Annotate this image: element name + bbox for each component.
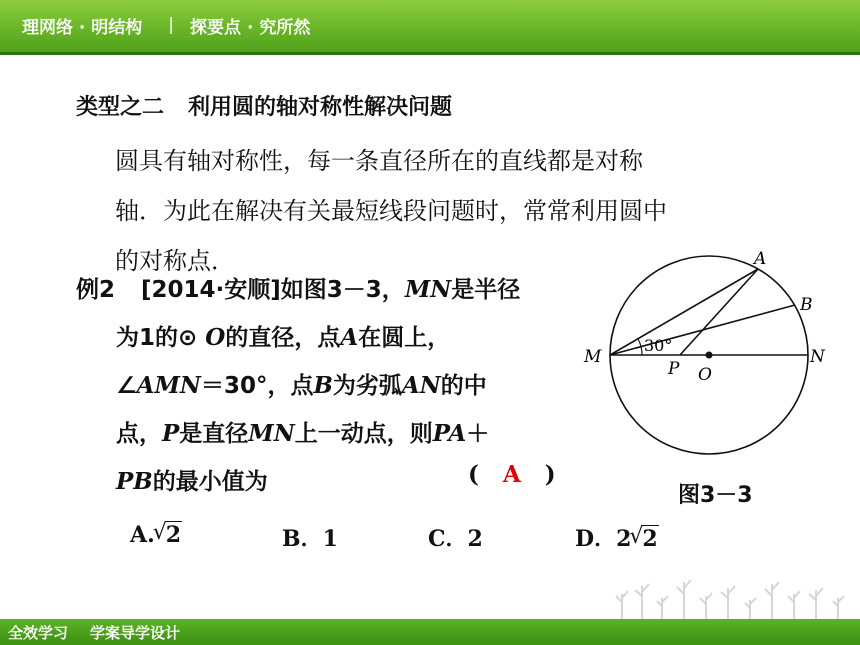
example-line-4 <box>76 410 586 458</box>
nav-separator: | <box>168 15 175 35</box>
figure-caption: 图3－3 <box>678 483 753 508</box>
label-o: O <box>698 365 712 385</box>
label-n: N <box>810 347 825 367</box>
example-line-2 <box>76 314 586 362</box>
option-a[interactable] <box>130 522 182 548</box>
math-var: PB <box>116 468 153 495</box>
label-a: A <box>754 249 767 269</box>
center-point <box>706 352 713 359</box>
example-text: ∠ <box>116 373 137 399</box>
paragraph-line-3: 的对称点． <box>115 247 235 275</box>
paragraph-line-1: 圆具有轴对称性，每一条直径所在的直线都是对称 <box>115 147 643 175</box>
label-b: B <box>800 295 813 315</box>
header-nav <box>0 12 860 38</box>
grass-decoration <box>612 568 852 620</box>
option-b[interactable]: B．1 <box>282 526 338 552</box>
answer-options <box>130 522 730 558</box>
example-line-1 <box>76 266 586 314</box>
example-text: 的最小值为 <box>152 469 268 495</box>
math-var: AN <box>401 372 441 399</box>
sqrt-symbol <box>631 526 658 552</box>
example-text: ＝30°，点 <box>200 373 314 399</box>
example-text: 为1的⊙ <box>116 325 206 351</box>
sqrt-symbol <box>155 522 182 548</box>
section-topic: 利用圆的轴对称性解决问题 <box>188 95 453 120</box>
option-a-value: 2 <box>165 522 182 548</box>
paren-open: ( <box>468 461 479 488</box>
nav-item-network[interactable]: 理网络 · 明结构 <box>22 17 143 38</box>
example-text: 为劣弧 <box>332 373 402 399</box>
math-var: MN <box>404 276 452 303</box>
nav-item-explore[interactable]: 探要点 · 究所然 <box>190 17 311 38</box>
option-d-value: 2 <box>642 526 658 552</box>
header-divider <box>0 52 860 55</box>
footer-bar <box>0 619 860 645</box>
math-var: P <box>162 420 180 447</box>
example-text: 的中 <box>440 373 487 399</box>
example-text: 是直径 <box>179 421 249 447</box>
example-text: 的直径，点 <box>225 325 341 351</box>
circle-figure <box>580 248 850 508</box>
option-c[interactable]: C．2 <box>428 526 483 552</box>
angle-label: 30° <box>644 336 673 355</box>
segment-pa <box>680 269 758 355</box>
answer-text: A <box>502 461 521 488</box>
example-text: 在圆上， <box>358 325 451 351</box>
math-var: AMN <box>136 372 201 399</box>
paren-close: ) <box>544 461 556 488</box>
example-source: [2014·安顺] <box>141 277 281 303</box>
section-type-label: 类型之二 <box>76 95 165 120</box>
answer-blank <box>468 461 556 488</box>
option-d-label: D．2 <box>575 526 632 552</box>
label-m: M <box>584 347 602 367</box>
example-text: 上一动点，则 <box>294 421 433 447</box>
footer-text <box>8 622 180 643</box>
chord-ma <box>610 269 758 355</box>
example-text: 点， <box>116 421 162 447</box>
example-line-3 <box>76 362 586 410</box>
math-var: O <box>205 324 226 351</box>
option-a-label: A. <box>130 522 155 548</box>
label-p: P <box>668 359 680 379</box>
math-var: B <box>313 372 333 399</box>
example-text: 如图3－3， <box>280 277 405 303</box>
math-var: MN <box>248 420 295 447</box>
example-text: ＋ <box>466 421 490 447</box>
example-text: 是半径 <box>451 277 521 303</box>
section-title <box>76 90 452 121</box>
example-label: 例2 <box>76 277 116 303</box>
math-var: A <box>340 324 359 351</box>
option-d[interactable] <box>575 522 659 553</box>
paragraph-line-2: 轴．为此在解决有关最短线段问题时，常常利用圆中 <box>115 197 667 225</box>
footer-brand: 全效学习 <box>8 624 69 642</box>
math-var: PA <box>432 420 467 447</box>
footer-subtitle: 学案导学设计 <box>90 624 181 642</box>
